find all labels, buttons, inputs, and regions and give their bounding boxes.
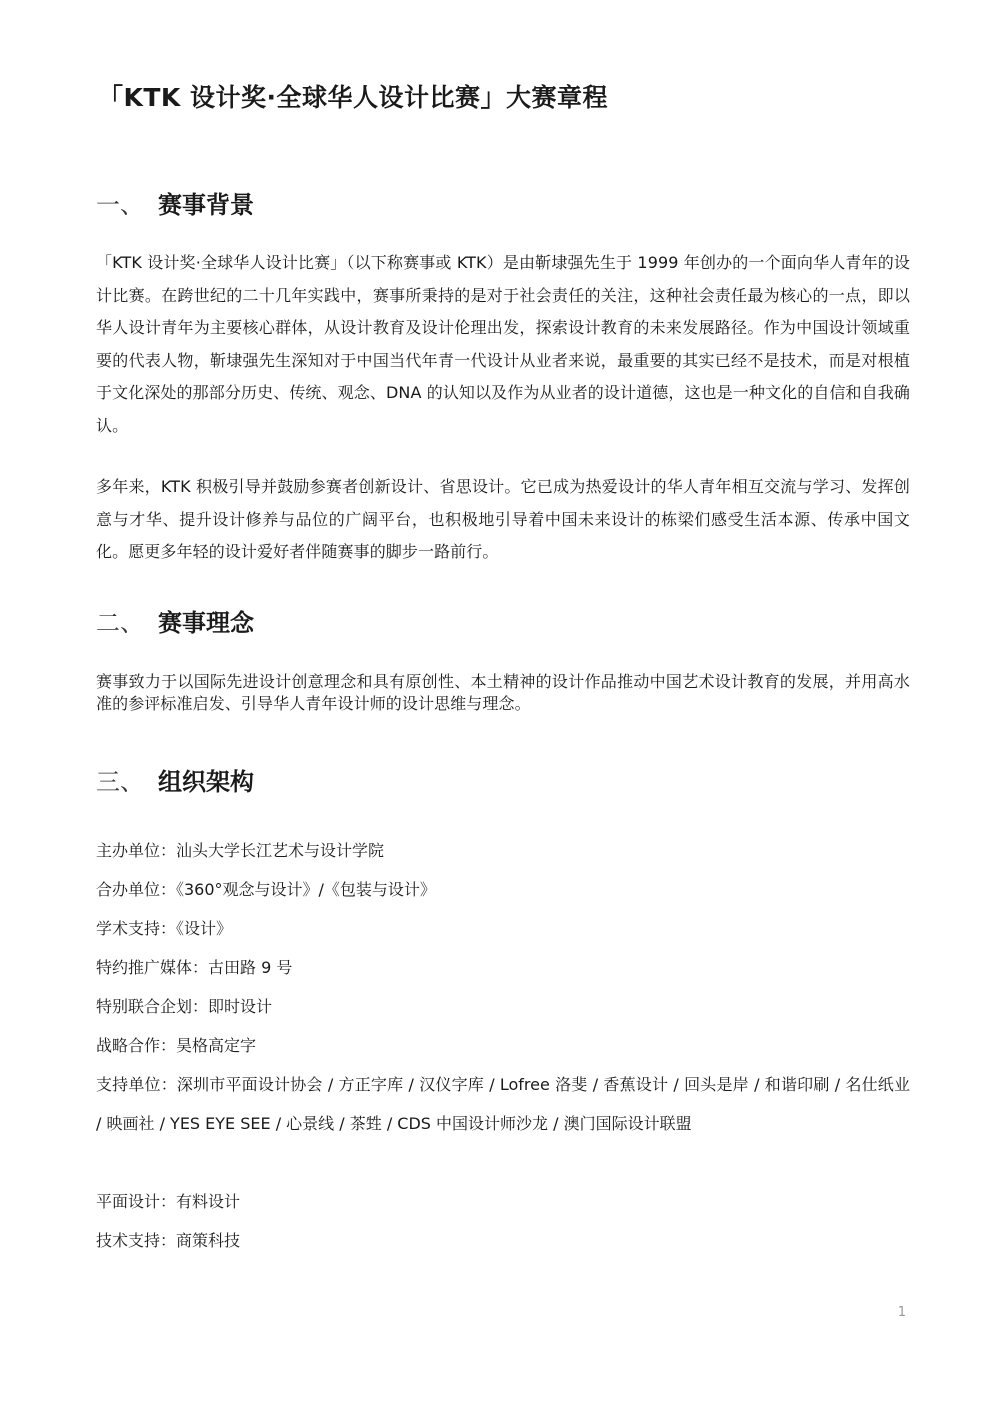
section-number: 一、 [96,191,144,219]
section-title: 赛事理念 [158,609,254,637]
org-tech-support: 技术支持：商策科技 [96,1231,241,1250]
org-graphic-design: 平面设计：有料设计 [96,1192,241,1211]
org-media: 特约推广媒体：古田路 9 号 [96,958,293,977]
section-heading-organization [96,762,254,797]
background-paragraph-2: 多年来，KTK 积极引导并鼓励参赛者创新设计、省思设计。它已成为热爱设计的华人青年相互交流与学习、发挥创意与才华、提升设计修养与品位的广阔平台，也积极地引导着中国未来设计的栋梁们感受生活本源、传承中国文化。愿更多年轻的设计爱好者伴随赛事的脚步一路前行。 [96,477,910,561]
section-number: 二、 [96,609,144,637]
org-supporters: 支持单位：深圳市平面设计协会 / 方正字库 / 汉仪字库 / Lofree 洛斐 / 香蕉设计 / 回头是岸 / 和谐印刷 / 名仕纸业 / 映画社 / YES EYE SEE / 心景线 / 茶甡 / CDS 中国设计师沙龙 / 澳门国际设计联盟 [96,1075,910,1133]
org-special-planning: 特别联合企划：即时设计 [96,997,273,1016]
section-heading-philosophy [96,603,254,638]
org-strategic-partner: 战略合作：昊格高定字 [96,1036,257,1055]
philosophy-paragraph: 赛事致力于以国际先进设计创意理念和具有原创性、本土精神的设计作品推动中国艺术设计教育的发展，并用高水准的参评标准启发、引导华人青年设计师的设计思维与理念。 [96,672,910,713]
section-heading-background [96,185,254,220]
org-academic-support: 学术支持：《设计》 [96,919,233,938]
section-number: 三、 [96,768,144,796]
section-title: 组织架构 [158,768,254,796]
page-number: 1 [897,1305,906,1320]
document-title: 「KTK 设计奖·全球华人设计比赛」大赛章程 [98,83,609,112]
org-host: 主办单位：汕头大学长江艺术与设计学院 [96,841,385,860]
background-paragraph-1: 「KTK 设计奖·全球华人设计比赛」（以下称赛事或 KTK）是由靳埭强先生于 1999 年创办的一个面向华人青年的设计比赛。在跨世纪的二十几年实践中，赛事所秉持的是对于社会责任的关注，这种社会责任最为核心的一点，即以华人设计青年为主要核心群体，从设计教育及设计伦理出发，探索设计教育的未来发展路径。作为中国设计领域重要的代表人物，靳埭强先生深知对于中国当代年青一代设计从业者来说，最重要的其实已经不是技术，而是对根植于文化深处的那部分历史、传统、观念、DNA 的认知以及作为从业者的设计道德，这也是一种文化的自信和自我确认。 [96,253,910,435]
section-title: 赛事背景 [158,191,254,219]
org-co-host: 合办单位：《360°观念与设计》/《包装与设计》 [96,880,436,899]
